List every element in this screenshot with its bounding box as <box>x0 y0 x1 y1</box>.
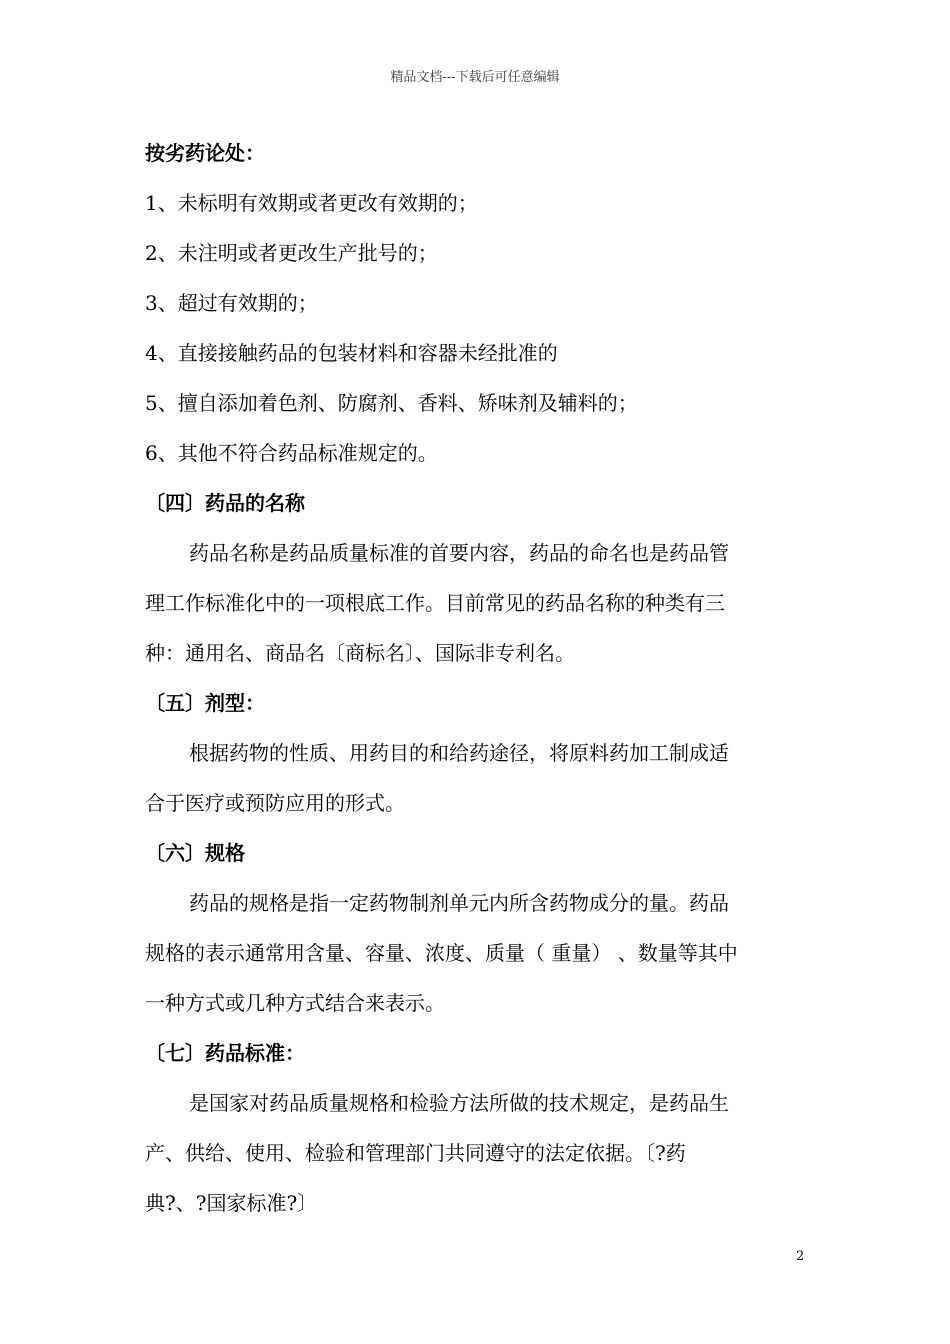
list-item: 5、擅自添加着色剂、防腐剂、香料、矫味剂及辅料的； <box>145 391 638 415</box>
list-item: 4、直接接触药品的包装材料和容器未经批准的 <box>145 341 558 365</box>
list-item: 3、超过有效期的； <box>145 291 318 315</box>
list-item: 2、未注明或者更改生产批号的； <box>145 241 438 265</box>
document-body <box>145 128 795 1228</box>
paragraph-line: 合于医疗或预防应用的形式。 <box>145 791 405 815</box>
section-heading: 〔四〕药品的名称 <box>145 491 305 515</box>
page-header: 精品文档---下载后可任意编辑 <box>390 70 560 85</box>
paragraph-line: 是国家对药品质量规格和检验方法所做的技术规定，是药品生 <box>189 1091 729 1115</box>
paragraph-line: 药品名称是药品质量标准的首要内容，药品的命名也是药品管 <box>189 541 729 565</box>
paragraph-line: 种：通用名、商品名〔商标名〕、国际非专利名。 <box>145 641 575 665</box>
paragraph-line: 药品的规格是指一定药物制剂单元内所含药物成分的量。药品 <box>189 891 729 915</box>
page-number: 2 <box>796 1249 805 1264</box>
paragraph-line: 理工作标准化中的一项根底工作。目前常见的药品名称的种类有三 <box>145 591 725 615</box>
paragraph-line: 典?、?国家标准?〕 <box>145 1191 318 1215</box>
paragraph-line: 根据药物的性质、用药目的和给药途径，将原料药加工制成适 <box>189 741 729 765</box>
list-item: 6、其他不符合药品标准规定的。 <box>145 441 438 465</box>
section-heading: 按劣药论处： <box>145 141 265 165</box>
paragraph-line: 规格的表示通常用含量、容量、浓度、质量（ 重量） 、数量等其中 <box>145 941 738 965</box>
section-heading: 〔六〕规格 <box>145 841 245 865</box>
paragraph-line: 产、供给、使用、检验和管理部门共同遵守的法定依据。〔?药 <box>145 1141 686 1165</box>
section-heading: 〔五〕剂型： <box>145 691 265 715</box>
paragraph-line: 一种方式或几种方式结合来表示。 <box>145 991 445 1015</box>
list-item: 1、未标明有效期或者更改有效期的； <box>145 191 478 215</box>
section-heading: 〔七〕药品标准： <box>145 1041 305 1065</box>
